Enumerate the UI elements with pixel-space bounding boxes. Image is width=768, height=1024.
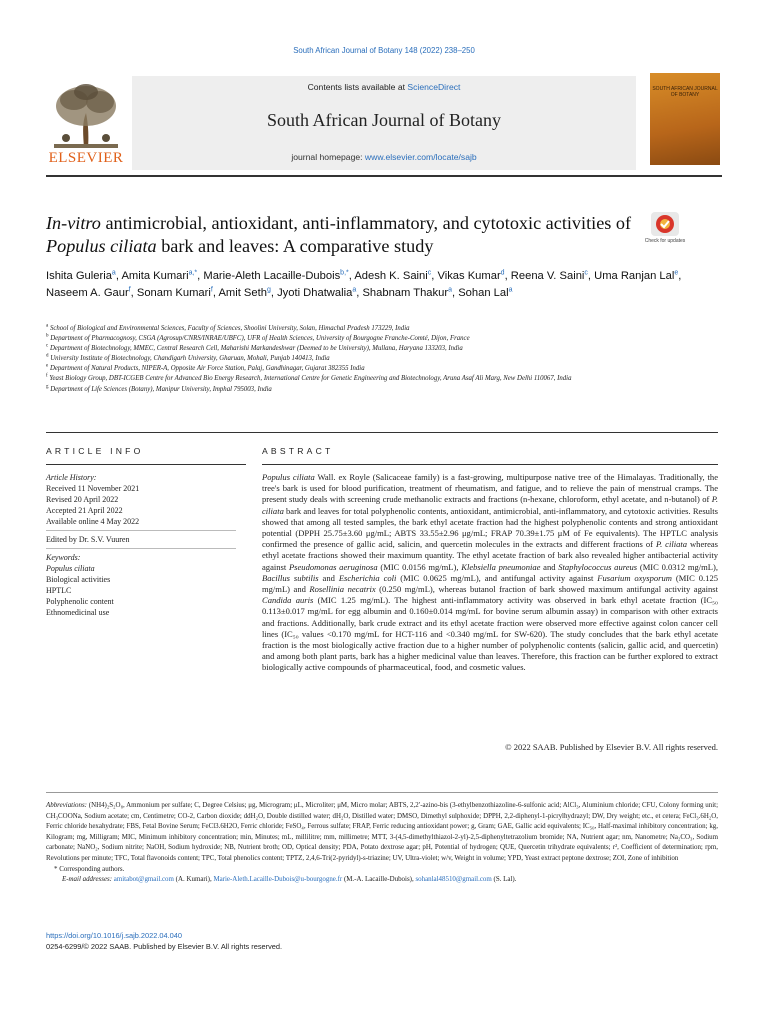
keywords-label: Keywords: [46,553,81,562]
check-for-updates-label: Check for updates [644,238,686,244]
author-list: Ishita Guleria$^a$, Amita Kumari$^{a,*}$, Marie-Aleth Lacaille-Dubois$^{b,*}$, Adesh K. Saini$^c$, Vikas Kumar$^d$, Reena V. Saini$^c$, Uma Ranjan Lal$^e$, Naseem A. Gaur$^f$, Sonam Kumari$^f$, Amit Seth$^g$, Jyoti Dhatwalia$^a$, Shabnam Thakur$^a$, Sohan Lal$^a$ [46,269,682,299]
author-name[interactable]: Sonam Kumari [136,287,211,299]
author-affiliation-marker[interactable]: a [448,286,452,294]
homepage-link[interactable]: www.elsevier.com/locate/sajb [364,152,477,162]
affiliation-item [46,344,666,354]
author-affiliation-marker[interactable]: a [352,286,357,294]
author-name[interactable]: Ishita Guleria [46,270,112,282]
keyword-item[interactable]: Polyphenolic content [46,597,114,606]
history-item: Available online 4 May 2022 [46,517,140,526]
abbreviations: Abbreviations: (NH4)₂S₂O₈, Ammonium per sulfate; C, Degree Celsius; μg, Microgram; μL, Microliter; μM, Micro molar; ABTS, 2,2′-azino-bis (3-ethylbenzothiazoline-6-sulfonic acid; AlCl₃, Aluminium chloride; CFU, Colony forming unit; CH₃COONa, Sodium acetate; cm, Centimetre; CO-2, Carbon dioxide; ddH₂O, Double distilled water; dH₂O, Distilled water; DMSO, Dimethyl sulphoxide; DPPH, 2,2-diphenyl-1-picrylhydrazyl; DW, Dry weight; etc., et cetera; FeCl₃.6H₂O, Ferric chloride hexahydrate; FBS, Fetal Bovine Serum; FeCl3.6H2O, Ferric chloride; FeSO₄, Ferrous sulfate; FRAP, Ferric reducing antioxidant power; g, Gram; GAE, Gallic acid equivalents; IC₅₀, Half-maximal inhibitory concentration; kg, Kilogram; mg, Milligram; MIC, Minimum inhibitory concentration; min, Minutes; mL, millilitre; mm, millimetre; MTT, 3-(4,5-dimethylthiazol-2-yl)-2,5-diphenyltetrazolium bromide; NA, Nutrient agar; nm, Nanometre; Na₂CO₃, Sodium carbonate; NaNO₂, Sodium nitrite; NaOH, Sodium hydroxide; NB, Nutrient broth; OD, Optical density; PDA, Potato dextrose agar; pH, Potential of hydrogen; QUE, Quercetin trihydrate equivalents; r², Coefficient of determination; rpm, Revolutions per minute; TFC, Total flavonoids content; TPC, Total phenolics content; TPTZ, 2,4,6-Tri(2-pyridyl)-s-triazine; UV, Ultra-violet; w/v, Weight in volume; YPD, Yeast extract peptone dextrose; ZOI, Zone of inhibition [46,801,718,862]
author-name[interactable]: Shabnam Thakur [362,287,449,299]
affiliation-text: Department of Pharmacognosy, CSGA (Agrosup/CNRS/INRAE/UBFC), UFR of Health Sciences, University of Bourgogne Franche-Comté, Dijon, France [50,335,470,343]
affiliation-text: Department of Biotechnology, MMEC, Central Research Cell, Maharishi Markandeshwar (Deemed to be University), Mullana, Haryana 133203, India [49,345,463,353]
affiliation-text: Department of Life Sciences (Botany), Manipur University, Imphal 795003, India [50,385,272,393]
cover-title: SOUTH AFRICAN JOURNAL OF BOTANY [652,86,718,98]
author-name[interactable]: Adesh K. Saini [354,270,428,282]
article-info-heading: ARTICLE INFO [46,446,144,456]
journal-header [132,76,636,170]
affiliation-marker: f [46,374,48,380]
corresponding-note: * Corresponding authors. [54,864,125,873]
keyword-item[interactable]: HPTLC [46,586,72,595]
affiliation-marker: d [46,354,49,360]
header-divider [46,175,722,177]
affiliation-item [46,354,666,364]
email-link-lacaille-dubois[interactable]: Marie-Aleth.Lacaille-Dubois@u-bourgogne.fr [213,875,343,884]
article-info [46,472,246,618]
email-line: E-mail addresses: amitabot@gmail.com (A. Kumari), Marie-Aleth.Lacaille-Dubois@u-bourgogne.fr (M.-A. Lacaille-Dubois), sohanlal48510@gmail.com (S. Lal). [62,875,517,884]
affiliation-item [46,374,666,384]
article-title: In-vitro antimicrobial, antioxidant, anti-inflammatory, and cytotoxic activities of Populus ciliata bark and leaves: A comparative study [46,213,632,256]
author-name[interactable]: Marie-Aleth Lacaille-Dubois [203,270,341,282]
affiliation-marker: g [46,384,49,390]
abstract-divider [262,464,718,465]
info-divider [46,548,236,549]
journal-reference[interactable]: South African Journal of Botany 148 (2022) 238–250 [293,46,475,55]
keyword-item[interactable]: Populus ciliata [46,564,95,573]
author-affiliation-marker[interactable]: b,* [340,269,349,277]
author-name[interactable]: Amita Kumari [121,270,189,282]
author-affiliation-marker[interactable]: a [111,269,116,277]
edited-by: Edited by Dr. S.V. Vuuren [46,535,130,544]
info-divider [46,530,236,531]
history-item: Revised 20 April 2022 [46,495,119,504]
author-name[interactable]: Uma Ranjan Lal [594,270,675,282]
author-affiliation-marker[interactable]: d [500,269,505,277]
affiliation-list [46,324,666,395]
abstract-text: Populus ciliata Wall. ex Royle (Salicaceae family) is a fast-growing, multipurpose native tree of the Himalayas. Traditionally, the tree's bark is used for blood purification, treatment of rheumatism, and fatigue, and to relieve the pain of menstrual cramps. The present study deals with screening crude methanolic extracts and fractions (n-hexane, chloroform, ethyl acetate, and n-butanol) of P. ciliata bark and leaves for total polyphenolic contents, antioxidant, antimicrobial, anti-inflammatory, and cytotoxic activities. Results showed that among all tested samples, the bark ethyl acetate fraction had the highest polyphenolic contents and strong antioxidant potential (DPPH 25.75±3.60 μg/mL; ABTS 33.55±2.96 μg/mL; FRAP 70.39±1.75 μM of Fe equivalents). The HPTLC analysis confirmed the presence of gallic acid, salicin, and quercetin molecules in the extracts and different fractions of P. ciliata whereas ethyl acetate fractions showed their maximum quantity. The ethyl acetate fraction of bark also revealed higher antibacterial activity against Pseudomonas aeruginosa (MIC 0.0156 mg/mL), Klebsiella pneumoniae and Staphylococcus aureus (MIC 0.0312 mg/mL), Bacillus subtilis and Escherichia coli (MIC 0.0625 mg/mL), and antifungal activity against Fusarium oxysporum (MIC 0.125 mg/mL) and Rosellinia necatrix (0.250 mg/mL), whereas butanol fraction of bark showed maximum antifungal activity against Candida auris (MIC 1.25 mg/mL). The highest anti-inflammatory activity was observed in bark ethyl acetate fraction (IC₅₀ 0.113±0.017 mg/mL for egg albumin and 0.160±0.014 mg/mL for bovine serum albumin assay) in comparison with other extracts and fractions. Additionally, bark crude extract and its ethyl acetate fraction were observed more effective against colon cancer cell lines (IC₅₀ values <0.170 mg/mL for HCT-116 and <0.340 mg/mL for SW-620). The study concludes that the bark ethyl acetate fraction is the most biologically active fraction due to a higher number of polyphenolic contents (salicin, gallic acid, and quercetin) and among both plant parts, bark has a higher medicinal value than leaves. Therefore, this fraction can be further explored to extract biologically active compounds of pharmaceutical, food, and cosmetic values. [262,472,719,673]
affiliation-marker: e [46,364,49,370]
history-label: Article History: [46,473,97,482]
email-link-kumari[interactable]: amitabot@gmail.com [113,875,174,884]
affiliation-item [46,334,666,344]
affiliation-marker: c [46,343,49,349]
author-name[interactable]: Vikas Kumar [437,270,501,282]
affiliation-item [46,364,666,374]
history-item: Accepted 21 April 2022 [46,506,123,515]
author-affiliation-marker[interactable]: g [266,286,271,294]
author-affiliation-marker[interactable]: a,* [188,269,198,277]
footnote-divider [46,792,718,793]
article-info-divider [46,464,246,465]
abstract-copyright: © 2022 SAAB. Published by Elsevier B.V. All rights reserved. [505,742,718,752]
author-affiliation-marker[interactable]: f [210,286,213,294]
affiliation-marker: a [46,323,49,329]
abstract-heading: ABSTRACT [262,446,334,456]
section-divider [46,432,718,433]
email-link-lal[interactable]: sohanlal48510@gmail.com [415,875,492,884]
history-item: Received 11 November 2021 [46,484,140,493]
homepage-line: journal homepage: www.elsevier.com/locate/sajb [291,152,477,162]
author-name[interactable]: Naseem A. Gaur [46,287,129,299]
footnotes [46,800,718,885]
affiliation-text: Yeast Biology Group, DBT-ICGEB Centre for Advanced Bio Energy Research, International Centre for Genetic Engineering and Biotechnology, Aruna Asaf Ali Marg, New Delhi 110067, India [49,375,572,383]
journal-title: South African Journal of Botany [267,110,501,130]
author-affiliation-marker[interactable]: c [584,269,588,277]
affiliation-marker: b [46,333,49,339]
history-list [46,483,246,527]
author-name[interactable]: Sohan Lal [458,287,509,299]
contents-line: Contents lists available at ScienceDirect [307,82,461,92]
author-affiliation-marker[interactable]: c [427,269,432,277]
journal-cover-thumbnail[interactable] [650,73,720,165]
affiliation-text: School of Biological and Environmental Sciences, Faculty of Sciences, Shoolini University, Solan, Himachal Pradesh 173229, India [49,325,410,332]
keyword-item[interactable]: Ethnomedicinal use [46,608,110,617]
author-affiliation-marker[interactable]: a [508,286,513,294]
author-name[interactable]: Jyoti Dhatwalia [277,287,353,299]
author-affiliation-marker[interactable]: e [674,269,679,277]
author-name[interactable]: Reena V. Saini [510,270,585,282]
publisher-logo-text: ELSEVIER [48,150,124,166]
affiliation-item [46,385,666,395]
keyword-item[interactable]: Biological activities [46,575,111,584]
issn-line: 0254-6299/© 2022 SAAB. Published by Elsevier B.V. All rights reserved. [46,942,283,951]
doi-link[interactable]: https://doi.org/10.1016/j.sajb.2022.04.040 [46,931,183,940]
author-name[interactable]: Amit Seth [218,287,267,299]
check-for-updates-icon[interactable] [648,212,682,250]
doi-block [46,930,546,952]
keyword-list [46,563,246,618]
affiliation-text: University Institute of Biotechnology, Chandigarh University, Gharuan, Mohali, Punjab 140413, India [50,355,330,363]
affiliation-text: Department of Natural Products, NIPER-A, Opposite Air Force Station, Palaj, Gandhinagar, Gujarat 382355 India [49,365,365,373]
sciencedirect-link[interactable]: ScienceDirect [407,82,461,92]
author-affiliation-marker[interactable]: f [128,286,131,294]
affiliation-item [46,324,666,334]
